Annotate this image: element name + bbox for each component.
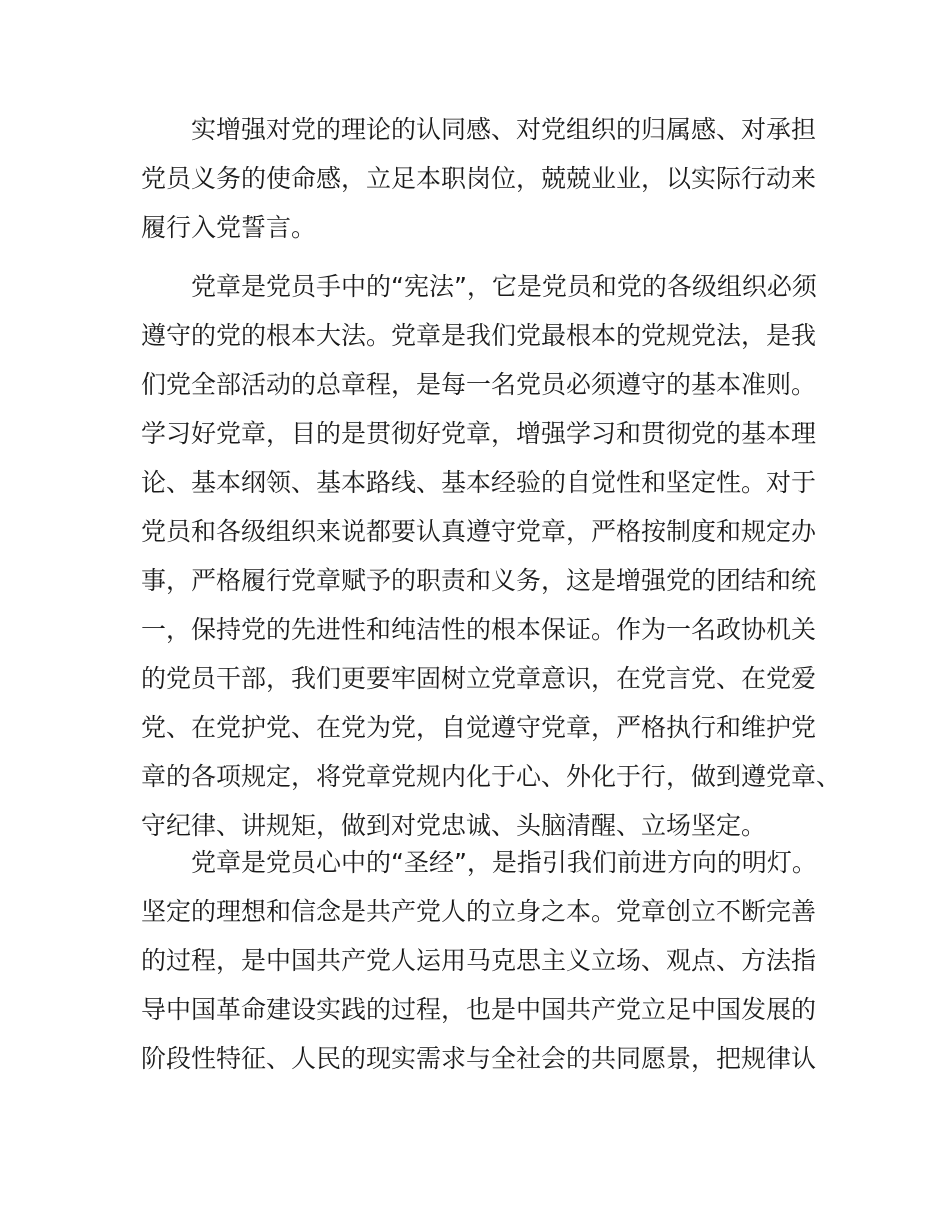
text-line: 论、基本纲领、基本路线、基本经验的自觉性和坚定性。对于 — [141, 468, 817, 497]
text-line: 党章是党员心中的“圣经”，是指引我们前进方向的明灯。 — [191, 848, 817, 877]
paragraph-2 — [141, 262, 841, 850]
text-line: 们党全部活动的总章程，是每一名党员必须遵守的基本准则。 — [141, 370, 817, 399]
text-line: 党员和各级组织来说都要认真遵守党章，严格按制度和规定办 — [141, 517, 817, 546]
text-line: 党员义务的使命感，立足本职岗位，兢兢业业，以实际行动来 — [141, 164, 817, 193]
text-line: 党章是党员手中的“宪法”，它是党员和党的各级组织必须 — [191, 272, 817, 301]
text-line: 学习好党章，目的是贯彻好党章，增强学习和贯彻党的基本理 — [141, 419, 817, 448]
text-line: 坚定的理想和信念是共产党人的立身之本。党章创立不断完善 — [141, 897, 817, 926]
text-line: 阶段性特征、人民的现实需求与全社会的共同愿景，把规律认 — [141, 1044, 817, 1073]
text-line: 实增强对党的理论的认同感、对党组织的归属感、对承担 — [191, 115, 817, 144]
text-line: 章的各项规定，将党章党规内化于心、外化于行，做到遵党章、 — [141, 762, 842, 791]
text-line: 遵守的党的根本大法。党章是我们党最根本的党规党法，是我 — [141, 321, 817, 350]
text-line: 守纪律、讲规矩，做到对党忠诚、头脑清醒、立场坚定。 — [141, 811, 767, 840]
text-line: 导中国革命建设实践的过程，也是中国共产党立足中国发展的 — [141, 995, 817, 1024]
text-line: 的党员干部，我们更要牢固树立党章意识，在党言党、在党爱 — [141, 664, 817, 693]
paragraph-3 — [141, 838, 841, 1083]
text-line: 一，保持党的先进性和纯洁性的根本保证。作为一名政协机关 — [141, 615, 817, 644]
text-line: 党、在党护党、在党为党，自觉遵守党章，严格执行和维护党 — [141, 713, 817, 742]
text-line: 的过程，是中国共产党人运用马克思主义立场、观点、方法指 — [141, 946, 817, 975]
text-line: 事，严格履行党章赋予的职责和义务，这是增强党的团结和统 — [141, 566, 817, 595]
text-line: 履行入党誓言。 — [141, 213, 317, 242]
paragraph-1 — [141, 105, 841, 252]
